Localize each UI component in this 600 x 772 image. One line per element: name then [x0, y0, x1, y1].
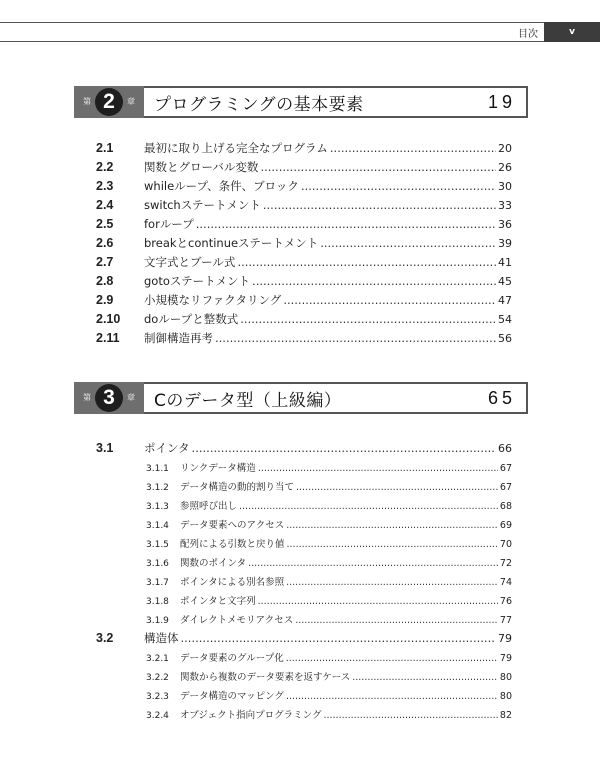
toc-entry[interactable]: [96, 292, 512, 310]
toc-entry[interactable]: [96, 440, 512, 458]
subsection-page: 82: [499, 710, 512, 721]
chapter-title: プログラミングの基本要素: [154, 94, 364, 115]
section-title: gotoステートメント: [144, 274, 251, 288]
section-page: 47: [498, 294, 512, 307]
chapter-page: 65: [487, 388, 516, 408]
subsection-title: データ構造のマッピング: [180, 691, 284, 702]
subsection-page: 67: [499, 482, 512, 493]
chapter-banner-2: [74, 86, 528, 118]
section-number: 2.11: [96, 331, 120, 345]
section-number: 2.7: [96, 255, 114, 269]
section-page: 56: [498, 332, 512, 345]
leader-dots: [252, 274, 496, 288]
leader-dots: [263, 198, 496, 212]
toc-subentry[interactable]: [146, 479, 512, 495]
leader-dots: [192, 441, 496, 455]
chapter-number: 3: [95, 384, 123, 412]
subsection-number: 3.1.1: [146, 464, 169, 474]
toc-subentry[interactable]: [146, 669, 512, 685]
leader-dots: [239, 501, 498, 512]
section-page: 39: [498, 237, 512, 250]
section-number: 2.4: [96, 198, 114, 212]
subsection-number: 3.2.4: [146, 711, 169, 721]
subsection-title: 配列による引数と戻り値: [180, 539, 285, 550]
section-title: 構造体: [144, 631, 179, 645]
chapter-title-box: [144, 86, 528, 118]
subsection-title: データ要素のグループ化: [180, 653, 284, 664]
subsection-page: 74: [499, 577, 512, 588]
toc-entry[interactable]: [96, 330, 512, 348]
chapter-prefix: 第: [83, 97, 91, 106]
toc-subentry[interactable]: [146, 650, 512, 666]
chapter-suffix: 章: [127, 97, 135, 106]
leader-dots: [260, 160, 496, 174]
leader-dots: [296, 482, 498, 493]
section-number: 2.5: [96, 217, 114, 231]
subsection-title: ポインタと文字列: [180, 596, 256, 607]
section-number: 2.10: [96, 312, 121, 326]
toc-entry[interactable]: [96, 216, 512, 234]
section-number: 3.1: [96, 441, 114, 455]
chapter-number: 2: [95, 88, 123, 116]
toc-label: 目次: [518, 29, 538, 40]
section-number: 2.9: [96, 293, 114, 307]
toc-entry[interactable]: [96, 311, 512, 329]
chapter-banner-3: [74, 382, 528, 414]
leader-dots: [286, 653, 498, 664]
section-page: 33: [498, 199, 512, 212]
subsection-page: 70: [499, 539, 512, 550]
subsection-number: 3.2.3: [146, 692, 169, 702]
subsection-title: オブジェクト指向プログラミング: [180, 710, 322, 721]
toc-entry[interactable]: [96, 254, 512, 272]
section-page: 36: [498, 218, 512, 231]
leader-dots: [258, 596, 498, 607]
section-title: breakとcontinueステートメント: [144, 236, 319, 250]
section-number: 2.6: [96, 236, 114, 250]
subsection-title: ダイレクトメモリアクセス: [180, 615, 294, 626]
subsection-number: 3.2.1: [146, 654, 169, 664]
toc-subentry[interactable]: [146, 574, 512, 590]
subsection-title: 関数のポインタ: [180, 558, 247, 569]
section-page: 26: [498, 161, 512, 174]
toc-subentry[interactable]: [146, 707, 512, 723]
chapter-title-box: [144, 382, 528, 414]
section-page: 66: [498, 442, 512, 455]
subsection-title: ポインタによる別名参照: [180, 577, 285, 588]
leader-dots: [237, 255, 496, 269]
subsection-page: 80: [499, 672, 512, 683]
chapter-badge: [74, 86, 144, 118]
leader-dots: [240, 312, 496, 326]
toc-entry[interactable]: [96, 140, 512, 158]
leader-dots: [181, 631, 497, 645]
section-title: 制御構造再考: [144, 331, 213, 345]
subsection-page: 68: [499, 501, 512, 512]
subsection-page: 77: [499, 615, 512, 626]
section-number: 2.2: [96, 160, 114, 174]
subsection-page: 79: [499, 653, 512, 664]
leader-dots: [286, 691, 498, 702]
leader-dots: [352, 672, 498, 683]
subsection-number: 3.1.3: [146, 502, 169, 512]
subsection-number: 3.1.5: [146, 540, 169, 550]
section-title: switchステートメント: [144, 198, 261, 212]
section-page: 45: [498, 275, 512, 288]
subsection-page: 76: [499, 596, 512, 607]
chapter-suffix: 章: [127, 393, 135, 402]
leader-dots: [301, 179, 496, 193]
leader-dots: [330, 141, 496, 155]
subsection-page: 67: [499, 463, 512, 474]
subsection-number: 3.1.4: [146, 521, 169, 531]
chapter-title: Cのデータ型（上級編）: [154, 390, 342, 411]
subsection-page: 72: [499, 558, 512, 569]
subsection-title: データ要素へのアクセス: [180, 520, 285, 531]
section-title: 関数とグローバル変数: [144, 160, 259, 174]
toc-subentry[interactable]: [146, 593, 512, 609]
leader-dots: [283, 293, 496, 307]
chapter-prefix: 第: [83, 393, 91, 402]
leader-dots: [320, 236, 496, 250]
subsection-number: 3.1.9: [146, 616, 169, 626]
chapter-page: 19: [487, 92, 516, 112]
running-header: [0, 22, 600, 42]
subsection-number: 3.1.8: [146, 597, 169, 607]
subsection-title: リンクデータ構造: [180, 463, 256, 474]
toc-entry[interactable]: [96, 178, 512, 196]
section-number: 3.2: [96, 631, 114, 645]
subsection-page: 80: [499, 691, 512, 702]
leader-dots: [196, 217, 496, 231]
page-number-badge: v: [544, 22, 600, 42]
subsection-page: 69: [499, 520, 512, 531]
toc-entry[interactable]: [96, 630, 512, 648]
subsection-title: 参照呼び出し: [180, 501, 238, 512]
leader-dots: [287, 539, 498, 550]
section-page: 79: [498, 632, 512, 645]
section-title: whileループ、条件、ブロック: [144, 179, 299, 193]
toc-subentry[interactable]: [146, 517, 512, 533]
toc-entry[interactable]: [96, 159, 512, 177]
subsection-number: 3.1.2: [146, 483, 169, 493]
section-title: 最初に取り上げる完全なプログラム: [144, 141, 328, 155]
toc-entry[interactable]: [96, 273, 512, 291]
section-page: 30: [498, 180, 512, 193]
toc-subentry[interactable]: [146, 460, 512, 476]
section-page: 54: [498, 313, 512, 326]
section-title: 小規模なリファクタリング: [144, 293, 282, 307]
section-page: 20: [498, 142, 512, 155]
section-number: 2.8: [96, 274, 114, 288]
leader-dots: [286, 577, 498, 588]
section-number: 2.1: [96, 141, 114, 155]
toc-subentry[interactable]: [146, 612, 512, 628]
section-number: 2.3: [96, 179, 114, 193]
leader-dots: [258, 463, 498, 474]
subsection-number: 3.2.2: [146, 673, 169, 683]
toc-subentry[interactable]: [146, 536, 512, 552]
subsection-number: 3.1.7: [146, 578, 169, 588]
subsection-title: データ構造の動的割り当て: [180, 482, 295, 493]
leader-dots: [215, 331, 496, 345]
toc-entry[interactable]: [96, 197, 512, 215]
subsection-title: 関数から複数のデータ要素を返すケース: [180, 672, 351, 683]
section-title: doループと整数式: [144, 312, 239, 326]
toc-subentry[interactable]: [146, 498, 512, 514]
chapter-badge: [74, 382, 144, 414]
toc-subentry[interactable]: [146, 688, 512, 704]
leader-dots: [295, 615, 498, 626]
toc-subentry[interactable]: [146, 555, 512, 571]
leader-dots: [248, 558, 498, 569]
section-title: 文字式とブール式: [144, 255, 236, 269]
section-title: ポインタ: [144, 441, 190, 455]
section-page: 41: [498, 256, 512, 269]
leader-dots: [323, 710, 497, 721]
section-title: forループ: [144, 217, 194, 231]
subsection-number: 3.1.6: [146, 559, 169, 569]
toc-entry[interactable]: [96, 235, 512, 253]
leader-dots: [286, 520, 498, 531]
